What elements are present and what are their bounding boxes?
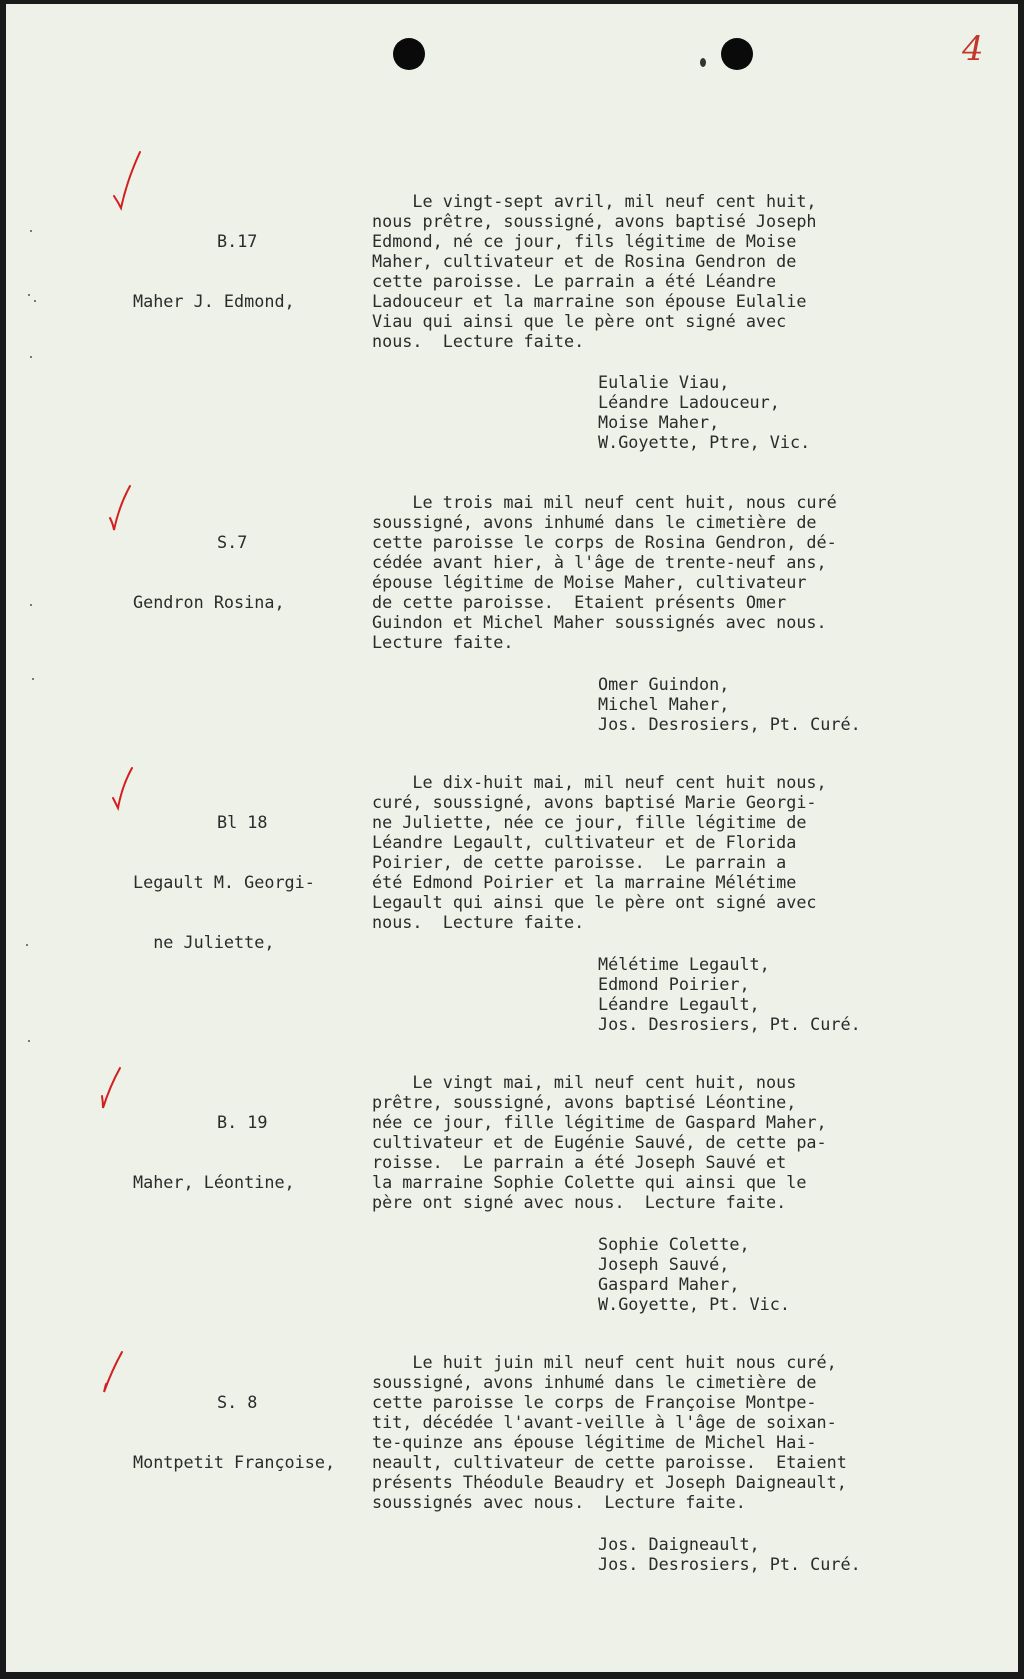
text-line: cette paroisse le corps de Rosina Gendron, dé-: [372, 532, 837, 552]
margin-dot: [32, 678, 34, 680]
text-line: Le trois mai mil neuf cent huit, nous curé: [372, 492, 837, 512]
register-page: [6, 4, 1018, 1672]
entry-name: Montpetit Françoise,: [133, 1452, 336, 1472]
signature-line: Eulalie Viau,: [598, 372, 730, 392]
text-line: te-quinze ans épouse légitime de Michel Hai-: [372, 1432, 817, 1452]
text-line: Ladouceur et la marraine son épouse Eulalie: [372, 291, 807, 311]
entry-label: [121, 772, 371, 992]
entry-code: B.17: [217, 231, 258, 251]
text-line: ne Juliette, née ce jour, fille légitime de: [372, 812, 807, 832]
entry-label: [121, 1072, 371, 1232]
entry-label: [121, 191, 371, 351]
entry-code: Bl 18: [217, 812, 268, 832]
text-line: nous. Lecture faite.: [372, 331, 585, 351]
entry-label: [121, 492, 371, 652]
signature-block: [598, 1234, 978, 1314]
text-line: Guindon et Michel Maher soussignés avec nous.: [372, 612, 827, 632]
text-line: nous. Lecture faite.: [372, 912, 585, 932]
margin-dot: [30, 604, 32, 606]
signature-line: Jos. Desrosiers, Pt. Curé.: [598, 714, 861, 734]
text-line: Legault qui ainsi que le père ont signé avec: [372, 892, 817, 912]
entry-name: Legault M. Georgi-: [133, 872, 315, 892]
signature-line: Jos. Desrosiers, Pt. Curé.: [598, 1554, 861, 1574]
punch-hole-right: [721, 38, 753, 70]
signature-block: [598, 1534, 978, 1574]
text-line: la marraine Sophie Colette qui ainsi que le: [372, 1172, 807, 1192]
text-line: soussigné, avons inhumé dans le cimetière de: [372, 512, 817, 532]
text-line: curé, soussigné, avons baptisé Marie Georgi-: [372, 792, 817, 812]
text-line: roisse. Le parrain a été Joseph Sauvé et: [372, 1152, 787, 1172]
text-line: épouse légitime de Moise Maher, cultivateur: [372, 572, 807, 592]
entry-text: [372, 492, 942, 652]
signature-line: Joseph Sauvé,: [598, 1254, 730, 1274]
entry-name: Gendron Rosina,: [133, 592, 285, 612]
entry-name: Maher, Léontine,: [133, 1172, 295, 1192]
text-line: Le dix-huit mai, mil neuf cent huit nous,: [372, 772, 827, 792]
margin-dot: [28, 294, 30, 296]
entry-code: B. 19: [217, 1112, 268, 1132]
text-line: neault, cultivateur de cette paroisse. Etaient: [372, 1452, 847, 1472]
signature-block: [598, 954, 978, 1034]
text-line: cette paroisse le corps de Françoise Montpe-: [372, 1392, 817, 1412]
text-line: Léandre Legault, cultivateur et de Florida: [372, 832, 797, 852]
signature-line: Michel Maher,: [598, 694, 730, 714]
signature-line: W.Goyette, Ptre, Vic.: [598, 432, 811, 452]
text-line: Lecture faite.: [372, 632, 514, 652]
text-line: Edmond, né ce jour, fils légitime de Moise: [372, 231, 797, 251]
text-line: Viau qui ainsi que le père ont signé avec: [372, 311, 787, 331]
entry-text: [372, 772, 942, 932]
text-line: soussignés avec nous. Lecture faite.: [372, 1492, 746, 1512]
signature-block: [598, 674, 978, 734]
text-line: Le vingt mai, mil neuf cent huit, nous: [372, 1072, 797, 1092]
signature-line: Edmond Poirier,: [598, 974, 750, 994]
margin-dot: [26, 944, 28, 946]
signature-line: Léandre Legault,: [598, 994, 760, 1014]
entry-name: ne Juliette,: [133, 932, 275, 952]
text-line: Le huit juin mil neuf cent huit nous curé,: [372, 1352, 837, 1372]
text-line: soussigné, avons inhumé dans le cimetière de: [372, 1372, 817, 1392]
entry-text: [372, 1072, 942, 1212]
entry-text: [372, 191, 942, 351]
text-line: Maher, cultivateur et de Rosina Gendron de: [372, 251, 797, 271]
entry-text: [372, 1352, 942, 1512]
text-line: père ont signé avec nous. Lecture faite.: [372, 1192, 787, 1212]
text-line: tit, décédée l'avant-veille à l'âge de soixan-: [372, 1412, 837, 1432]
text-line: Poirier, de cette paroisse. Le parrain a: [372, 852, 787, 872]
signature-line: Gaspard Maher,: [598, 1274, 740, 1294]
text-line: cédée avant hier, à l'âge de trente-neuf ans,: [372, 552, 827, 572]
entry-code: S. 8: [217, 1392, 258, 1412]
ink-speck: [700, 58, 706, 67]
entry-label: [121, 1352, 371, 1512]
punch-hole-left: [393, 38, 425, 70]
text-line: prêtre, soussigné, avons baptisé Léontine,: [372, 1092, 797, 1112]
margin-dot: [28, 1040, 30, 1042]
margin-dot: [34, 300, 36, 302]
text-line: Le vingt-sept avril, mil neuf cent huit,: [372, 191, 817, 211]
signature-line: Mélétime Legault,: [598, 954, 770, 974]
signature-line: Omer Guindon,: [598, 674, 730, 694]
page-number: 4: [962, 29, 984, 69]
signature-line: Léandre Ladouceur,: [598, 392, 780, 412]
text-line: cette paroisse. Le parrain a été Léandre: [372, 271, 777, 291]
signature-line: Jos. Desrosiers, Pt. Curé.: [598, 1014, 861, 1034]
text-line: été Edmond Poirier et la marraine Mélétime: [372, 872, 797, 892]
text-line: nous prêtre, soussigné, avons baptisé Joseph: [372, 211, 817, 231]
signature-line: Sophie Colette,: [598, 1234, 750, 1254]
text-line: née ce jour, fille légitime de Gaspard Maher,: [372, 1112, 827, 1132]
signature-line: W.Goyette, Pt. Vic.: [598, 1294, 790, 1314]
signature-block: [598, 372, 978, 452]
margin-dot: [30, 356, 32, 358]
text-line: de cette paroisse. Etaient présents Omer: [372, 592, 787, 612]
text-line: cultivateur et de Eugénie Sauvé, de cette pa-: [372, 1132, 827, 1152]
signature-line: Jos. Daigneault,: [598, 1534, 760, 1554]
margin-dot: [30, 230, 32, 232]
text-line: présents Théodule Beaudry et Joseph Daigneault,: [372, 1472, 847, 1492]
signature-line: Moise Maher,: [598, 412, 720, 432]
entry-name: Maher J. Edmond,: [133, 291, 295, 311]
entry-code: S.7: [217, 532, 248, 552]
